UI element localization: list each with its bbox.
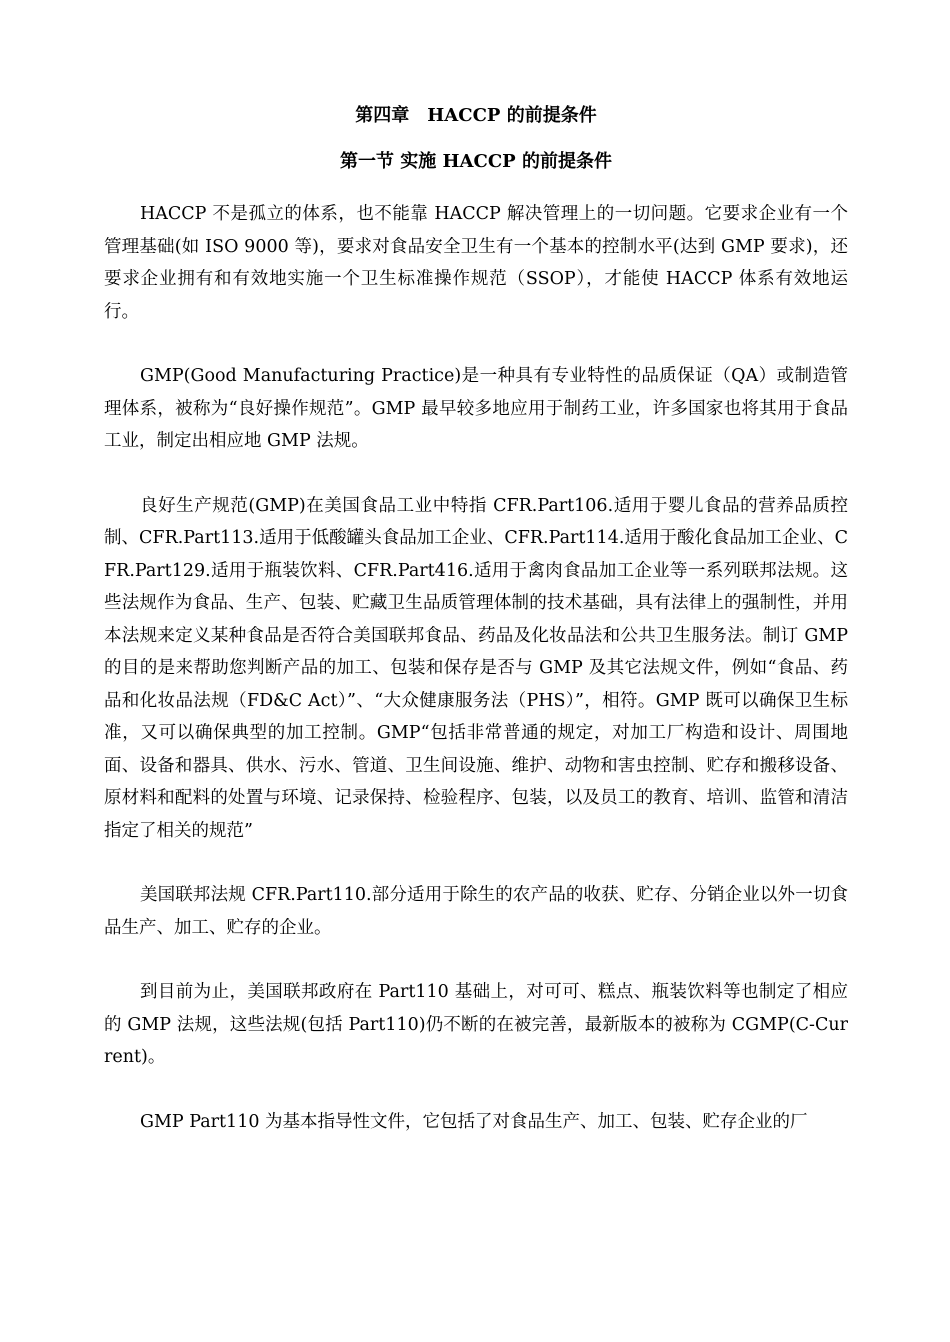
paragraph-haccp-basis: HACCP 不是孤立的体系，也不能靠 HACCP 解决管理上的一切问题。它要求企业有一个管理基础(如 ISO 9000 等)，要求对食品安全卫生有一个基本的控制水平(达到 GMP 要求)，还要求企业拥有和有效地实施一个卫生标准操作规范（SSOP），才能使 HACCP 体系有效地运行。 (104, 204, 848, 322)
paragraph-cfr-part110: 美国联邦法规 CFR.Part110.部分适用于除生的农产品的收获、贮存、分销企业以外一切食品生产、加工、贮存的企业。 (104, 885, 848, 938)
paragraph-gmp-definition: GMP(Good Manufacturing Practice)是一种具有专业特性的品质保证（QA）或制造管理体系，被称为“良好操作规范”。GMP 最早较多地应用于制药工业，许多国家也将其用于食品工业，制定出相应地 GMP 法规。 (104, 366, 848, 451)
chapter-title: 第四章 HACCP 的前提条件 (355, 105, 597, 126)
document-page (104, 96, 848, 1170)
paragraph-cgmp: 到目前为止，美国联邦政府在 Part110 基础上，对可可、糕点、瓶装饮料等也制定了相应的 GMP 法规，这些法规(包括 Part110)仍不断的在被完善，最新版本的被称为 CGMP(C-Current)。 (104, 982, 848, 1067)
paragraph-gmp-part110: GMP Part110 为基本指导性文件，它包括了对食品生产、加工、包装、贮存企业的厂 (140, 1111, 808, 1132)
section-title: 第一节 实施 HACCP 的前提条件 (340, 151, 612, 172)
paragraph-gmp-us-regulations: 良好生产规范(GMP)在美国食品工业中特指 CFR.Part106.适用于婴儿食品的营养品质控制、CFR.Part113.适用于低酸罐头食品加工企业、CFR.Part114.适用于酸化食品加工企业、CFR.Part129.适用于瓶装饮料、CFR.Part416.适用于禽肉食品加工企业等一系列联邦法规。这些法规作为食品、生产、包装、贮藏卫生品质管理体制的技术基础，具有法律上的强制性，并用本法规来定义某种食品是否符合美国联邦食品、药品及化妆品法和公共卫生服务法。制订 GMP 的目的是来帮助您判断产品的加工、包装和保存是否与 GMP 及其它法规文件，例如“食品、药品和化妆品法规（FD&C Act）”、“大众健康服务法（PHS）”，相符。GMP 既可以确保卫生标准，又可以确保典型的加工控制。GMP“包括非常普通的规定，对加工厂构造和设计、周围地面、设备和器具、供水、污水、管道、卫生间设施、维护、动物和害虫控制、贮存和搬移设备、原材料和配料的处置与环境、记录保持、检验程序、包装，以及员工的教育、培训、监管和清洁指定了相关的规范” (104, 495, 848, 841)
